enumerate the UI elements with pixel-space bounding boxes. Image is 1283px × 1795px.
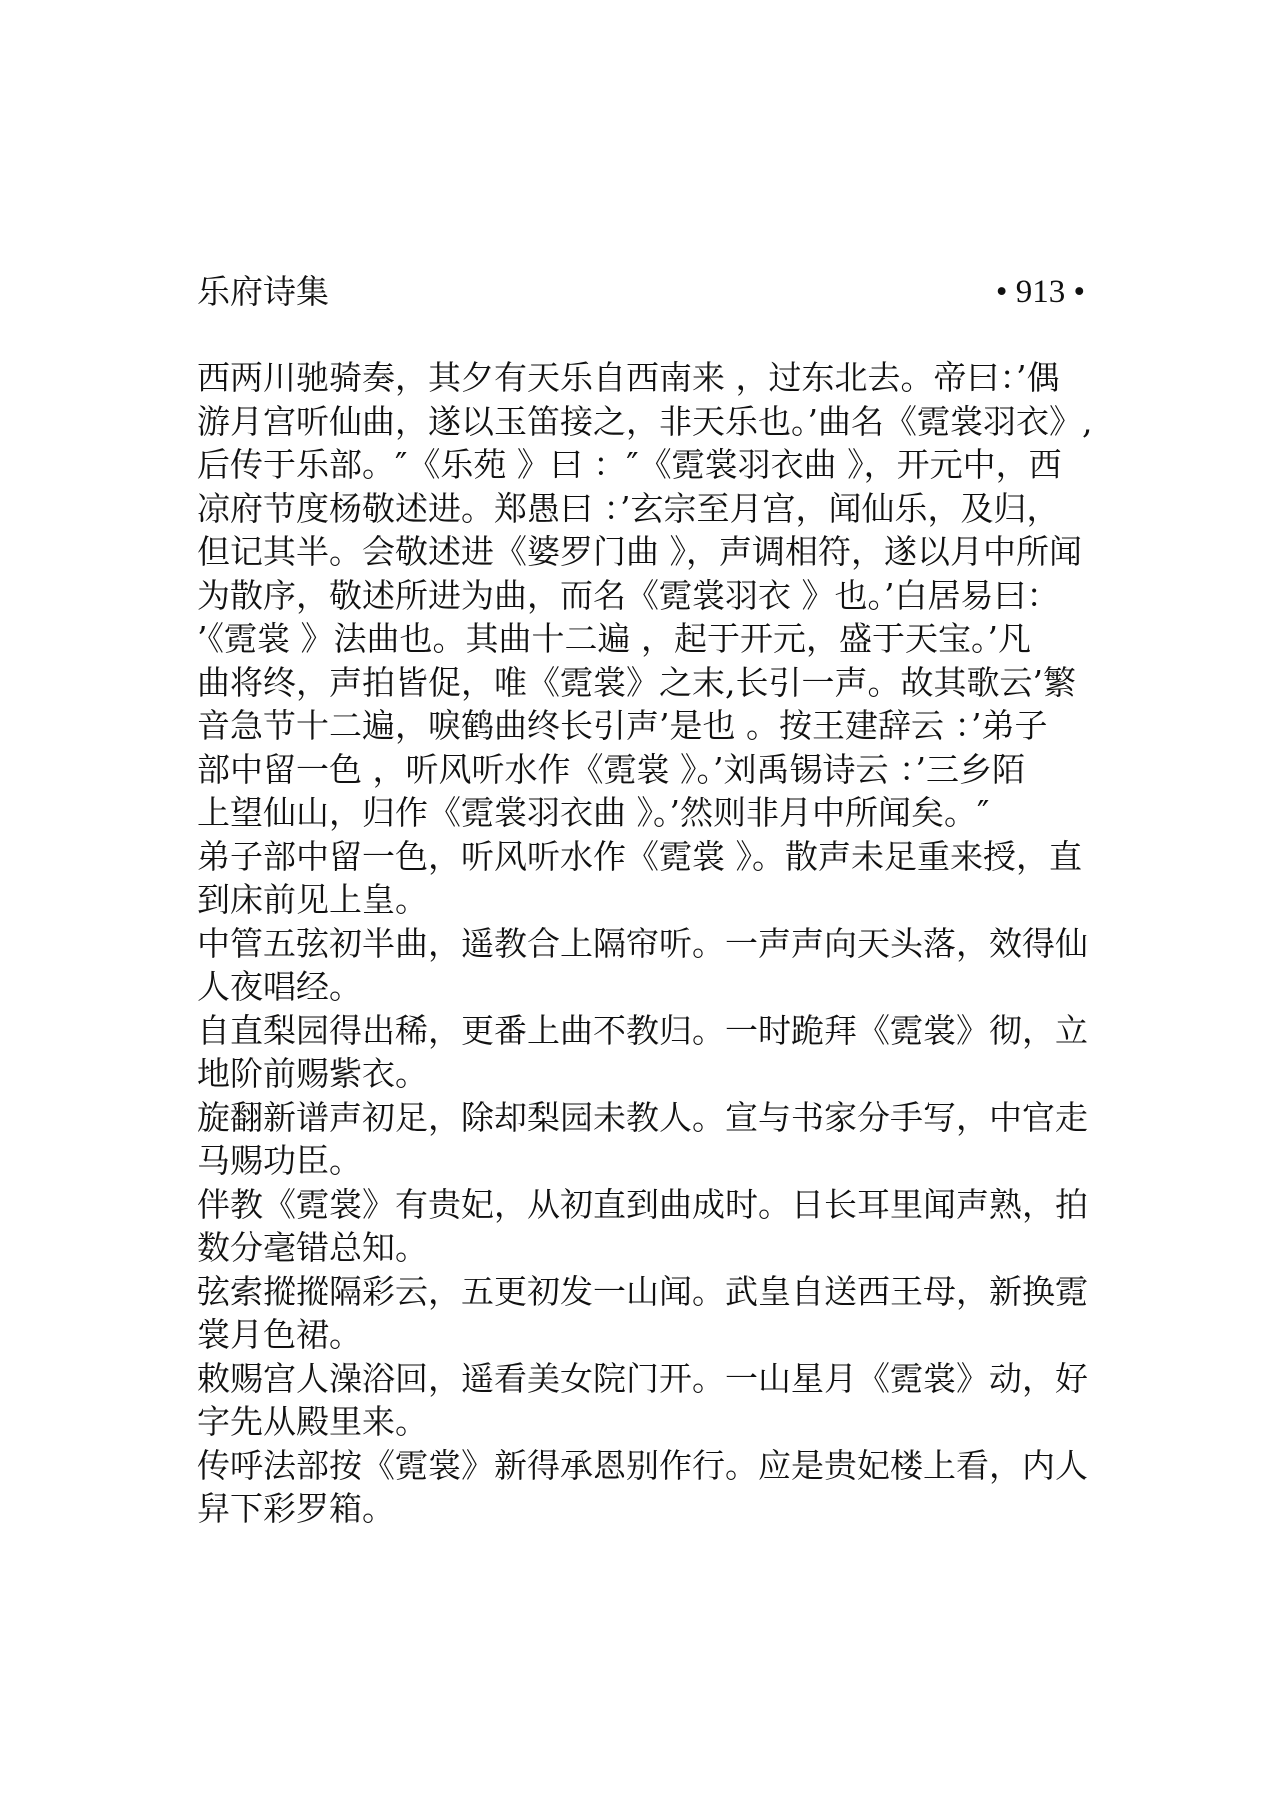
text-line: 传呼法部按《霓裳》新得承恩别作行。应是贵妃楼上看，内人: [197, 1445, 1088, 1485]
text-line: 敕赐宫人澡浴回，遥看美女院门开。一山星月《霓裳》动，好: [197, 1358, 1088, 1398]
text-line: 舁下彩罗箱。: [197, 1489, 395, 1528]
text-line: 弦索摐摐隔彩云，五更初发一山闻。武皇自送西王母，新换霓: [197, 1271, 1088, 1311]
body-text: [197, 356, 1097, 1531]
text-line: 凉府节度杨敬述进。郑愚曰 ：’玄宗至月宫，闻仙乐，及归，: [197, 488, 1060, 528]
text-line: 马赐功臣。: [197, 1141, 362, 1180]
text-line: 旋翻新谱声初足，除却梨园未教人。宣与书家分手写，中官走: [197, 1097, 1088, 1137]
text-line: 西两川驰骑奏，其夕有天乐自西南来 ，过东北去。帝曰：’偶: [197, 358, 1060, 397]
text-line: 地阶前赐紫衣。: [197, 1054, 428, 1093]
text-line: 曲将终，声拍皆促，唯《霓裳》之末,长引一声。故其歌云’繁: [197, 662, 1076, 702]
text-line: 自直梨园得出稀，更番上曲不教归。一时跪拜《霓裳》彻，立: [197, 1010, 1088, 1050]
text-line: 为散序，敬述所进为曲，而名《霓裳羽衣 》也。’白居易曰：: [197, 575, 1060, 615]
book-title: 乐府诗集: [197, 272, 329, 311]
text-line: 裳月色裙。: [197, 1315, 362, 1354]
text-line: 伴教《霓裳》有贵妃，从初直到曲成时。日长耳里闻声熟，拍: [197, 1184, 1088, 1224]
text-line: 但记其半。会敬述进《婆罗门曲 》，声调相符，遂以月中所闻: [197, 532, 1082, 571]
text-line: ’《霓裳 》法曲也。其曲十二遍 ，起于开元，盛于天宝。’凡: [197, 619, 1031, 658]
text-line: 游月宫听仙曲，遂以玉笛接之，非天乐也。’曲名《霓裳羽衣》,: [197, 401, 1093, 441]
page-number: • 913 •: [995, 274, 1085, 310]
text-line: 字先从殿里来。: [197, 1402, 428, 1441]
text-line: 后传于乐部。″《乐苑 》曰 ：″《霓裳羽衣曲 》，开元中，西: [197, 445, 1062, 484]
text-line: 人夜唱经。: [197, 967, 362, 1006]
text-line: 到床前见上皇。: [197, 880, 428, 919]
text-line: 部中留一色 ，听风听水作《霓裳 》。’刘禹锡诗云 ：’三乡陌: [197, 749, 1025, 789]
text-line: 数分毫错总知。: [197, 1228, 428, 1267]
text-line: 音急节十二遍，唳鹤曲终长引声’是也 。按王建辞云 ：’弟子: [197, 706, 1048, 745]
text-line: 中管五弦初半曲，遥教合上隔帘听。一声声向天头落，效得仙: [197, 923, 1088, 963]
text-line: 弟子部中留一色，听风听水作《霓裳 》。散声未足重来授，直: [197, 836, 1082, 876]
text-line: 上望仙山，归作《霓裳羽衣曲 》。’然则非月中所闻矣。″: [197, 793, 990, 832]
page-header: [197, 268, 1085, 316]
